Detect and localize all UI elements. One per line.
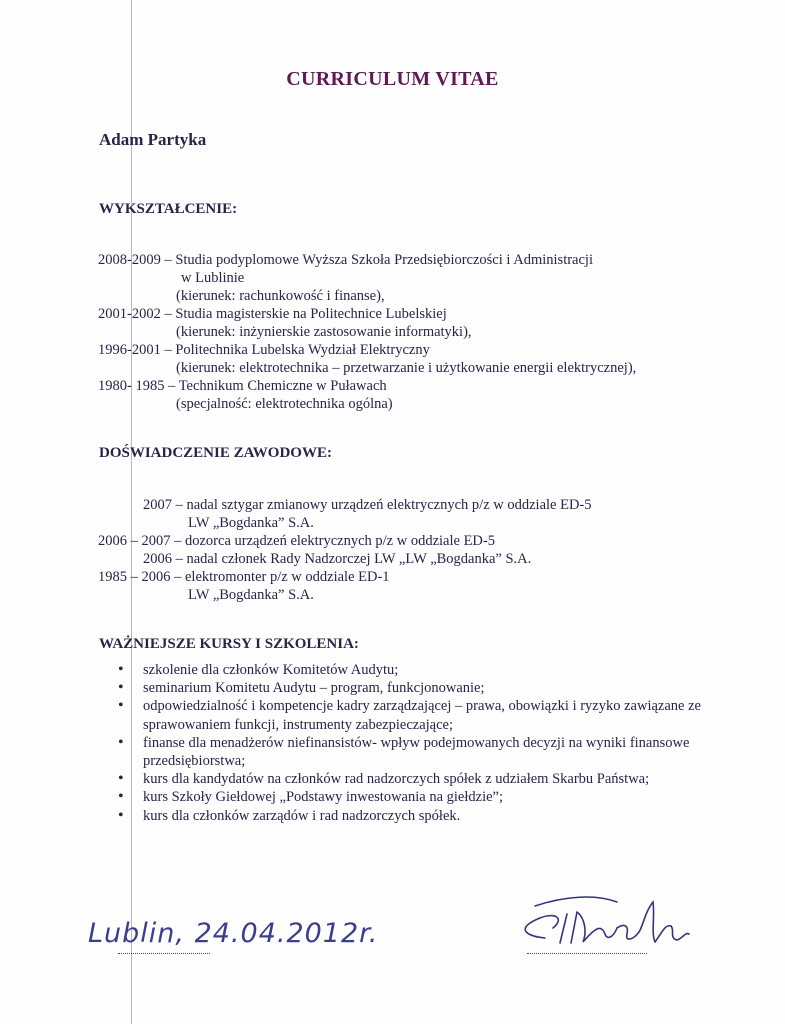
experience-line: 1985 – 2006 – elektromonter p/z w oddziale ED-1 [98, 569, 390, 585]
experience-line: 2006 – 2007 – dozorca urządzeń elektrycznych p/z w oddziale ED-5 [98, 533, 495, 549]
list-item: • kurs dla kandydatów na członków rad nadzorczych spółek z udziałem Skarbu Państwa; [118, 770, 738, 788]
list-item: • seminarium Komitetu Audytu – program, funkcjonowanie; [118, 679, 738, 697]
education-line: 2008-2009 – Studia podyplomowe Wyższa Szkoła Przedsiębiorczości i Administracji [98, 252, 593, 268]
experience-line: LW „Bogdanka” S.A. [188, 587, 314, 603]
experience-line: 2006 – nadal członek Rady Nadzorczej LW „LW „Bogdanka” S.A. [143, 551, 532, 567]
education-heading: WYKSZTAŁCENIE: [99, 201, 238, 217]
list-item: • szkolenie dla członków Komitetów Audytu; [118, 661, 738, 679]
education-line: (kierunek: inżynierskie zastosowanie informatyki), [176, 324, 472, 340]
education-line: (specjalność: elektrotechnika ogólna) [176, 396, 393, 412]
education-line: 1980- 1985 – Technikum Chemiczne w Puławach [98, 378, 387, 394]
experience-line: 2007 – nadal sztygar zmianowy urządzeń elektrycznych p/z w oddziale ED-5 [143, 497, 592, 513]
list-item: • finanse dla menadżerów niefinansistów- wpływ podejmowanych decyzji na wyniki finansowe przedsiębiorstwa; [118, 734, 738, 770]
courses-heading: WAŻNIEJSZE KURSY I SZKOLENIA: [99, 636, 359, 652]
experience-line: LW „Bogdanka” S.A. [188, 515, 314, 531]
courses-list [118, 661, 738, 825]
education-line: 2001-2002 – Studia magisterskie na Politechnice Lubelskiej [98, 306, 447, 322]
education-line: w Lublinie [181, 270, 245, 286]
education-line: 1996-2001 – Politechnika Lubelska Wydział Elektryczny [98, 342, 430, 358]
education-line: (kierunek: elektrotechnika – przetwarzanie i użytkowanie energii elektrycznej), [176, 360, 637, 376]
handwritten-signature [505, 888, 705, 958]
list-item: • odpowiedzialność i kompetencje kadry zarządzającej – prawa, obowiązki i ryzyko zawiązane ze sprawowaniem funkcji, instrumenty zabezpieczające; [118, 697, 738, 733]
scan-artifact-line [131, 0, 132, 1024]
list-item: • kurs Szkoły Giełdowej „Podstawy inwestowania na giełdzie”; [118, 788, 738, 806]
experience-heading: DOŚWIADCZENIE ZAWODOWE: [99, 445, 332, 461]
person-name: Adam Partyka [99, 130, 207, 149]
handwritten-place-date: Lublin, 24.04.2012r. [88, 918, 379, 949]
list-item: • kurs dla członków zarządów i rad nadzorczych spółek. [118, 807, 738, 825]
document-title: CURRICULUM VITAE [286, 68, 499, 90]
dotted-line-date [118, 953, 210, 954]
education-line: (kierunek: rachunkowość i finanse), [176, 288, 385, 304]
